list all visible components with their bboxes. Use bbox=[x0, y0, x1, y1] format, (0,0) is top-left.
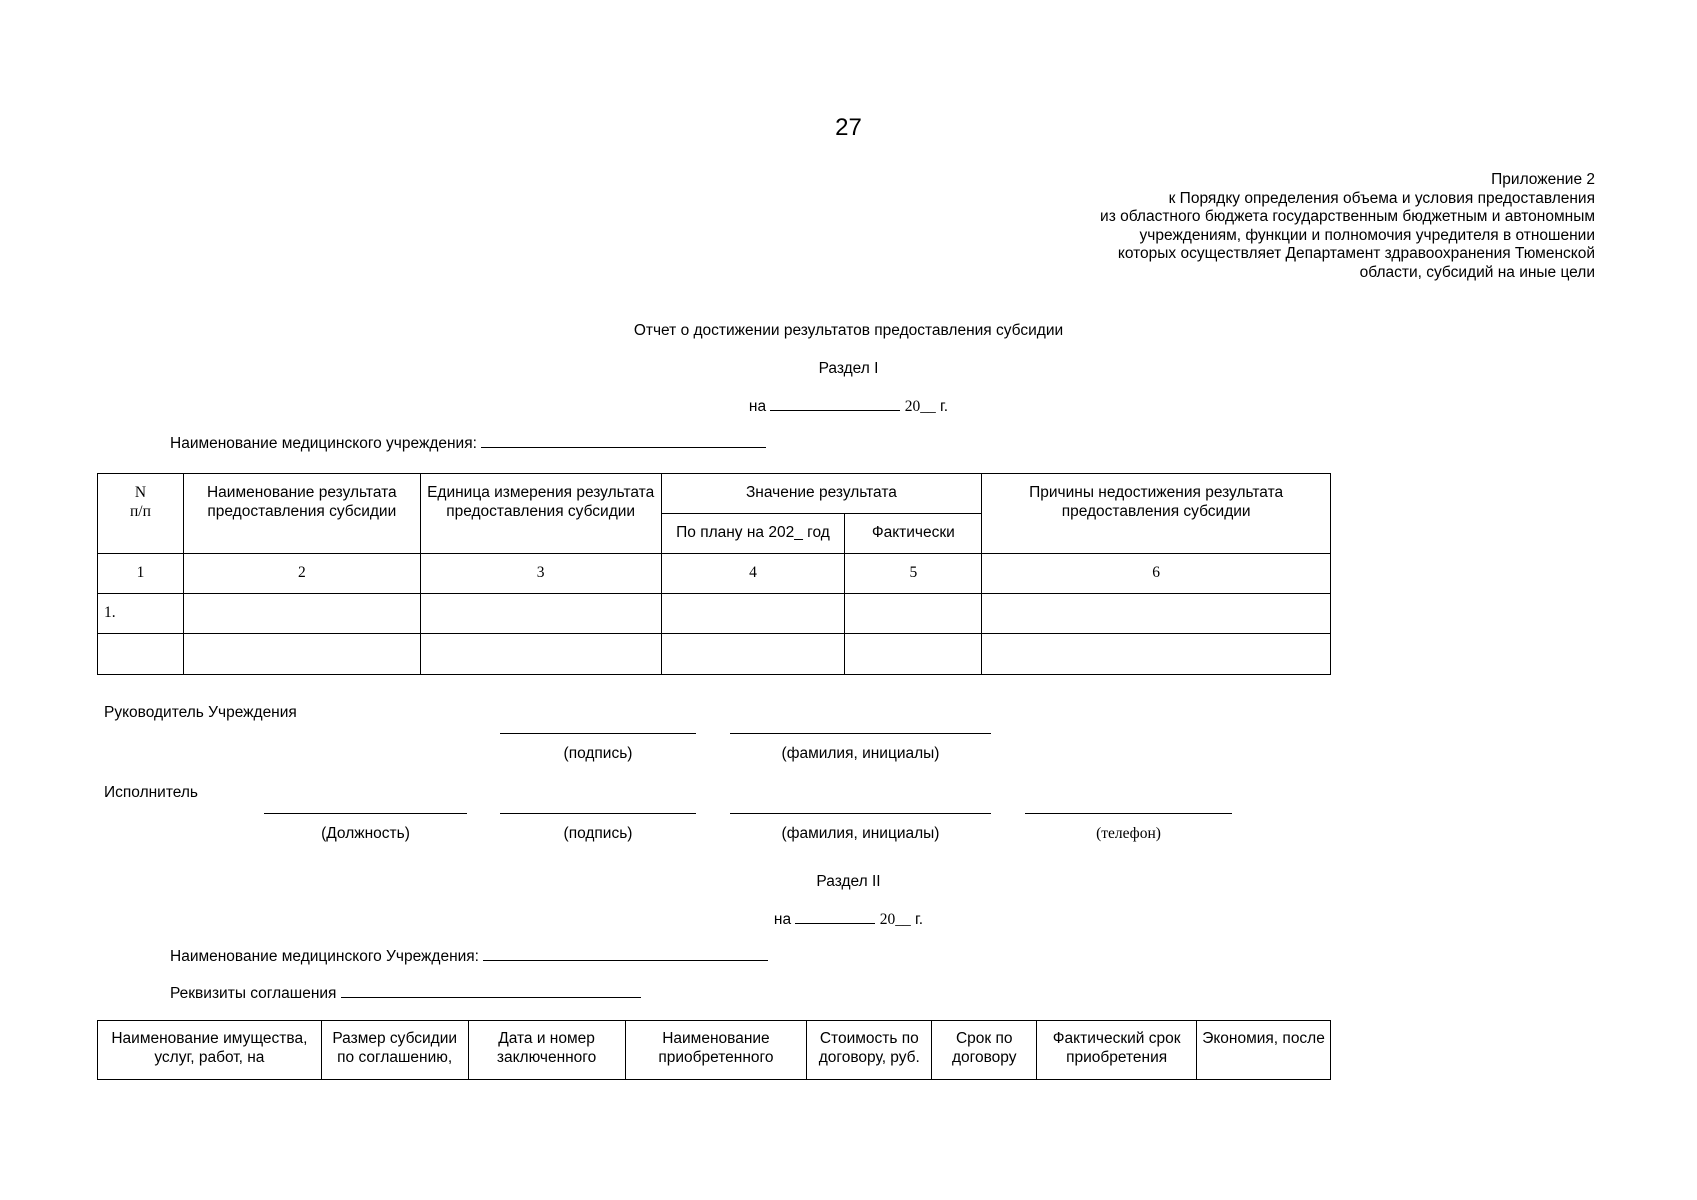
header-acquired-name: Наименование приобретенного bbox=[625, 1021, 807, 1080]
executor-name-caption: (фамилия, инициалы) bbox=[781, 825, 940, 842]
executor-phone-line[interactable] bbox=[1025, 813, 1232, 814]
head-signature-line[interactable] bbox=[500, 733, 696, 734]
column-number: 2 bbox=[183, 554, 420, 594]
table-row bbox=[98, 634, 1331, 675]
executor-signature-line[interactable] bbox=[500, 813, 696, 814]
column-number: 1 bbox=[98, 554, 184, 594]
table-cell[interactable] bbox=[845, 594, 982, 634]
table-cell[interactable] bbox=[845, 634, 982, 675]
agreement-blank[interactable] bbox=[341, 996, 641, 998]
date-year: 20__ bbox=[904, 398, 936, 415]
header-contract-term: Срок по договору bbox=[932, 1021, 1037, 1080]
executor-position-caption: (Должность) bbox=[321, 825, 410, 842]
executor-name-line[interactable] bbox=[730, 813, 991, 814]
column-number: 6 bbox=[982, 554, 1331, 594]
table-row bbox=[98, 594, 1331, 634]
header-subsidy-size: Размер субсидии по соглашению, bbox=[321, 1021, 468, 1080]
header-result-name: Наименование результата предоставления субсидии bbox=[183, 474, 420, 554]
column-number: 4 bbox=[661, 554, 845, 594]
section2-institution bbox=[170, 948, 768, 966]
table-cell[interactable] bbox=[661, 634, 845, 675]
appendix-line: к Порядку определения объема и условия предоставления bbox=[1168, 189, 1595, 207]
executor-label: Исполнитель bbox=[104, 784, 198, 801]
header-unit: Единица измерения результата предоставления субсидии bbox=[420, 474, 661, 554]
appendix-line: области, субсидий на иные цели bbox=[1359, 263, 1595, 281]
date-suffix: г. bbox=[915, 911, 924, 928]
header-savings: Экономия, после bbox=[1197, 1021, 1331, 1080]
head-label: Руководитель Учреждения bbox=[104, 704, 297, 721]
section2-date bbox=[0, 911, 1697, 929]
section2-heading: Раздел II bbox=[816, 873, 881, 890]
header-reasons: Причины недостижения результата предоставления субсидии bbox=[982, 474, 1331, 554]
executor-phone-caption: (телефон) bbox=[1096, 825, 1161, 842]
purchases-table bbox=[97, 1020, 1331, 1080]
appendix-line: учреждениям, функции и полномочия учредителя в отношении bbox=[1139, 226, 1595, 244]
date-prefix: на bbox=[773, 911, 792, 928]
section1-date bbox=[0, 398, 1697, 416]
institution-label: Наименование медицинского учреждения: bbox=[170, 435, 477, 452]
table-cell[interactable] bbox=[420, 634, 661, 675]
appendix-line: Приложение 2 bbox=[1491, 171, 1595, 188]
section1-institution bbox=[170, 435, 766, 453]
table-cell[interactable] bbox=[183, 594, 420, 634]
institution-label: Наименование медицинского Учреждения: bbox=[170, 948, 479, 965]
report-title: Отчет о достижении результатов предоставления субсидии bbox=[633, 322, 1064, 339]
header-contract-date: Дата и номер заключенного bbox=[468, 1021, 625, 1080]
table-cell[interactable] bbox=[661, 594, 845, 634]
head-name-caption: (фамилия, инициалы) bbox=[781, 745, 940, 762]
header-n: N п/п bbox=[98, 474, 184, 554]
header-plan: По плану на 202_ год bbox=[661, 514, 845, 554]
institution-blank[interactable] bbox=[483, 959, 768, 961]
table-cell[interactable] bbox=[982, 634, 1331, 675]
section1-heading: Раздел I bbox=[818, 360, 879, 377]
appendix-note bbox=[1100, 171, 1595, 283]
table-cell[interactable]: 1. bbox=[98, 594, 184, 634]
head-signature-caption: (подпись) bbox=[563, 745, 633, 762]
date-prefix: на bbox=[748, 398, 767, 415]
page-number: 27 bbox=[835, 114, 862, 141]
column-number: 5 bbox=[845, 554, 982, 594]
date-year: 20__ bbox=[879, 911, 911, 928]
executor-signature-caption: (подпись) bbox=[563, 825, 633, 842]
date-blank[interactable] bbox=[770, 409, 900, 411]
header-contract-cost: Стоимость по договору, руб. bbox=[807, 1021, 932, 1080]
table-cell[interactable] bbox=[420, 594, 661, 634]
agreement-details bbox=[170, 985, 641, 1003]
table-cell[interactable] bbox=[183, 634, 420, 675]
date-blank[interactable] bbox=[795, 922, 875, 924]
header-actual-term: Фактический срок приобретения bbox=[1037, 1021, 1197, 1080]
appendix-line: которых осуществляет Департамент здравоохранения Тюменской bbox=[1117, 245, 1595, 263]
header-value: Значение результата bbox=[661, 474, 982, 514]
header-fact: Фактически bbox=[845, 514, 982, 554]
table-cell[interactable] bbox=[982, 594, 1331, 634]
appendix-line: из областного бюджета государственным бюджетным и автономным bbox=[1100, 208, 1595, 226]
results-table bbox=[97, 473, 1331, 675]
table-cell[interactable] bbox=[98, 634, 184, 675]
agreement-label: Реквизиты соглашения bbox=[170, 985, 337, 1002]
executor-position-line[interactable] bbox=[264, 813, 467, 814]
header-property: Наименование имущества, услуг, работ, на bbox=[98, 1021, 322, 1080]
column-number: 3 bbox=[420, 554, 661, 594]
head-name-line[interactable] bbox=[730, 733, 991, 734]
institution-blank[interactable] bbox=[481, 446, 766, 448]
date-suffix: г. bbox=[940, 398, 949, 415]
